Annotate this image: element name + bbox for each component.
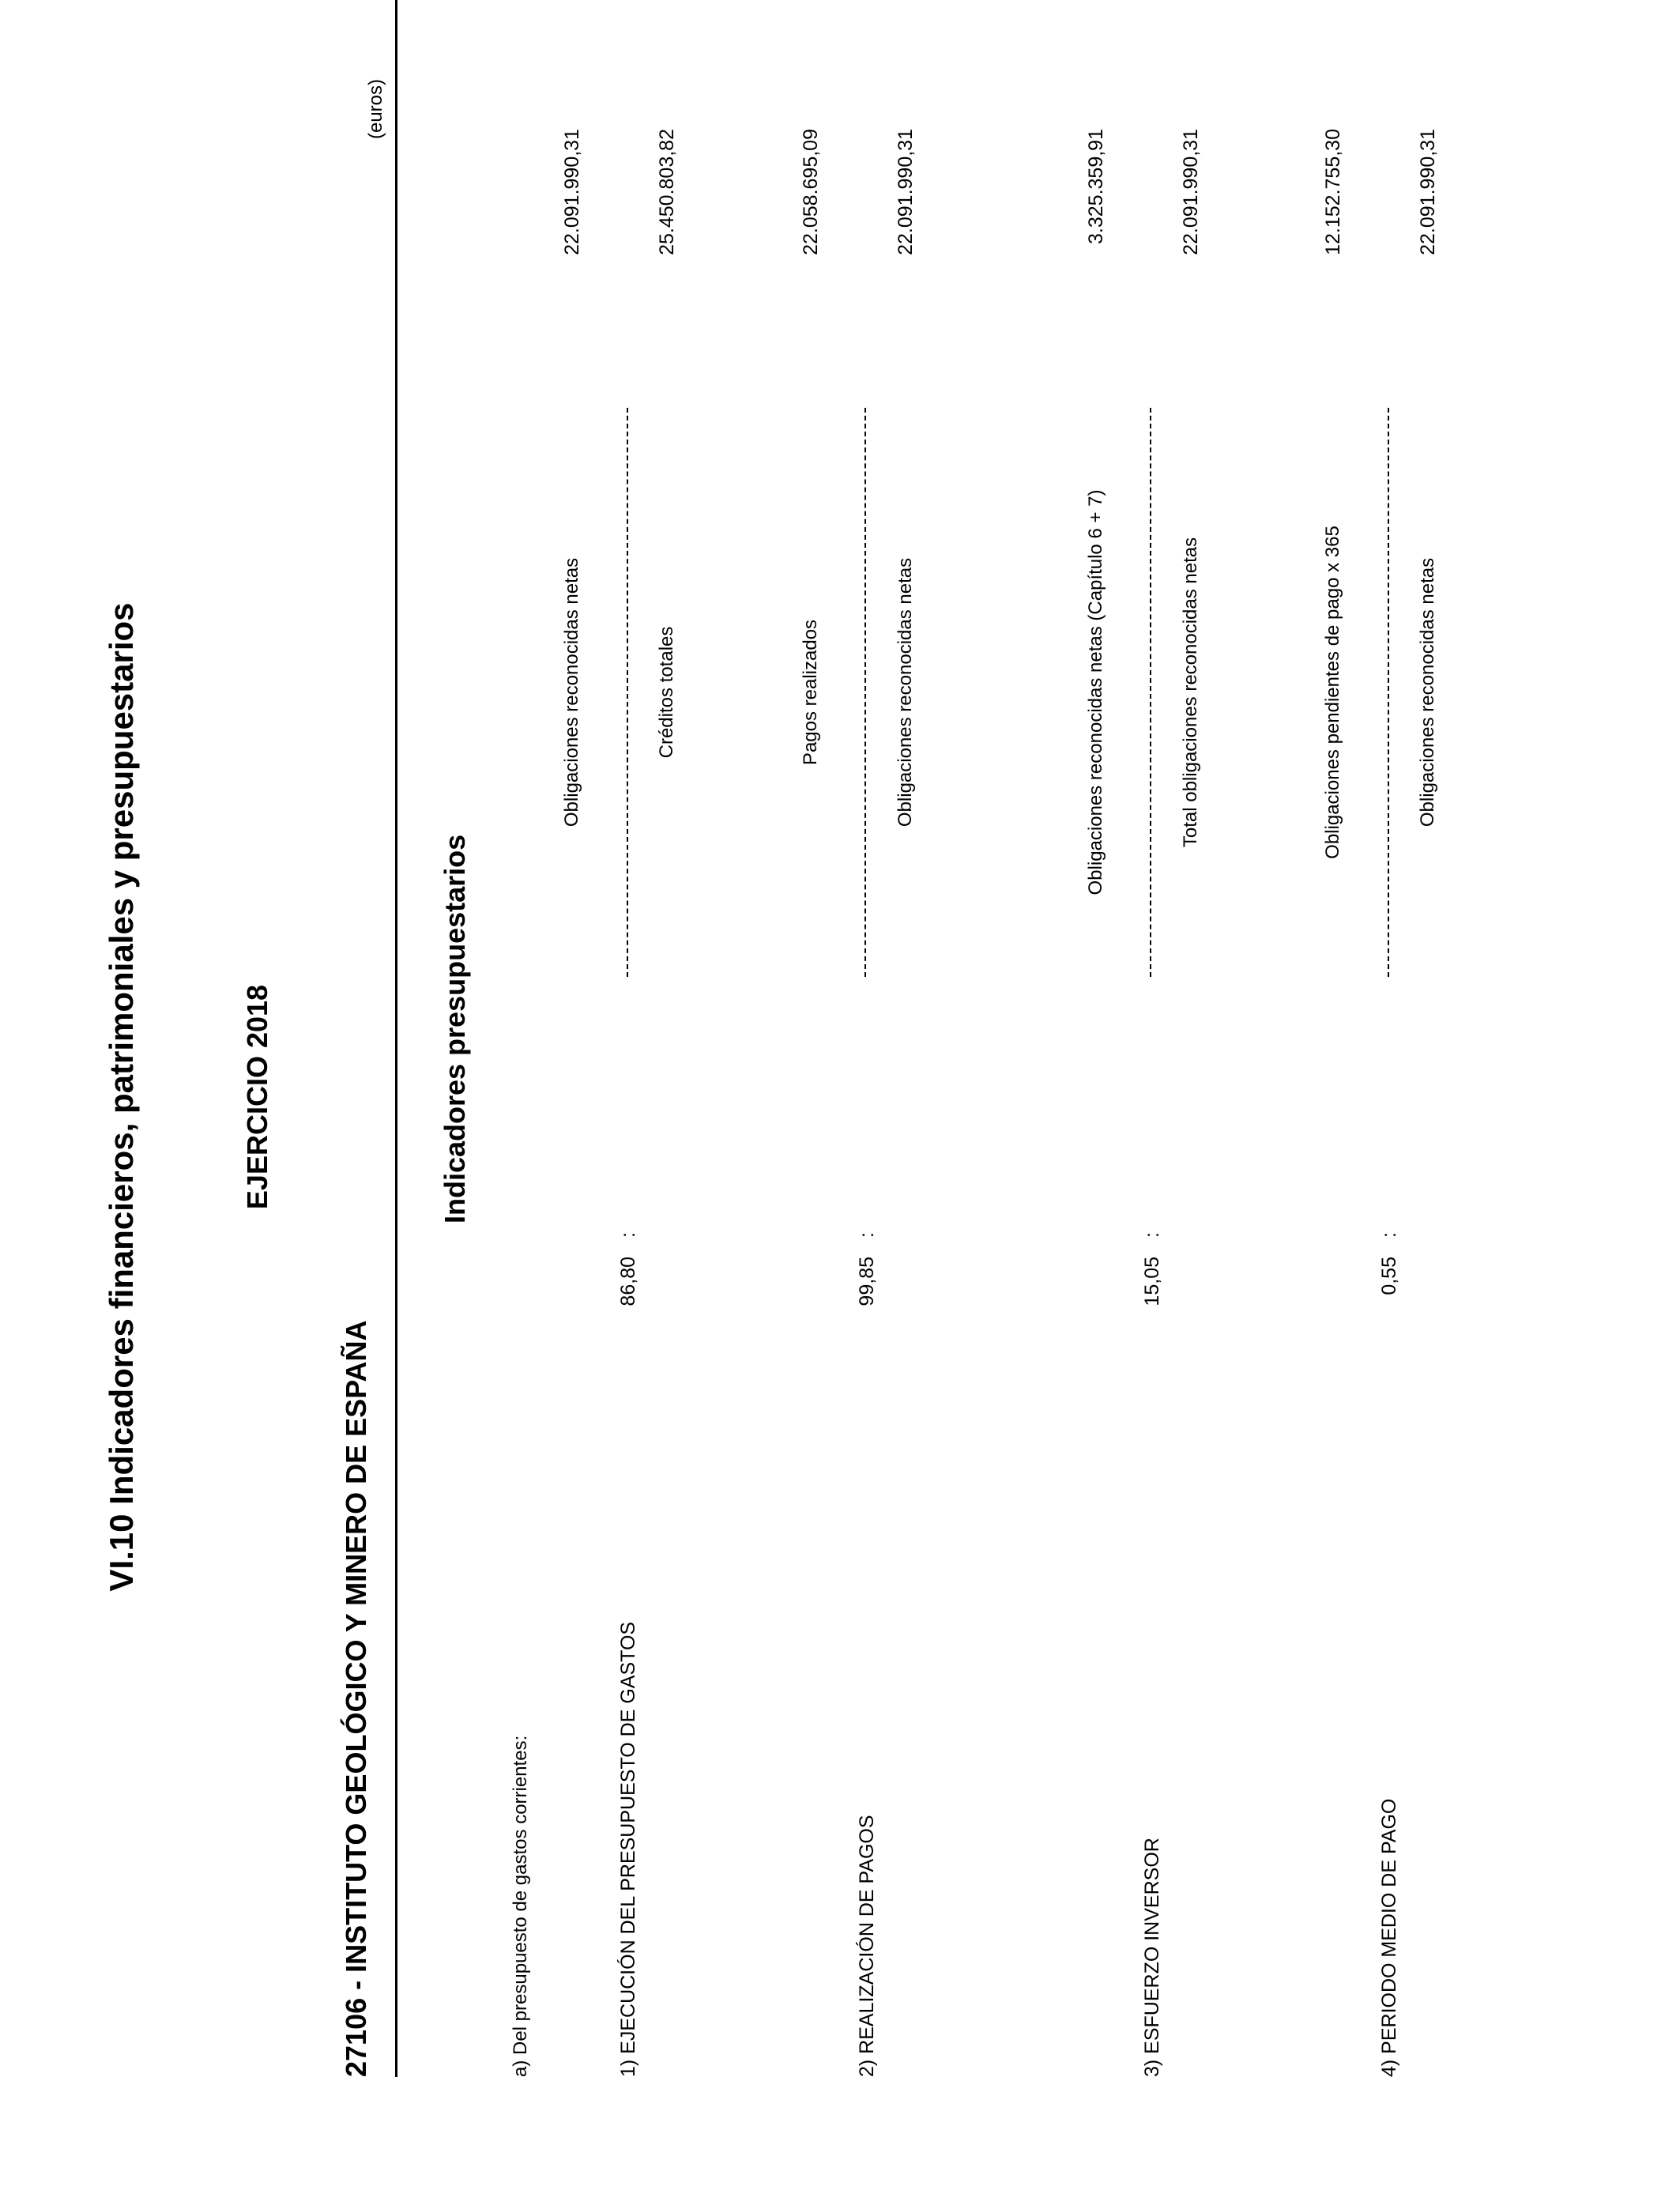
numerator-amount: 12.152.755,30: [1322, 129, 1344, 255]
denominator-label: Obligaciones reconocidas netas: [895, 557, 916, 827]
indicator-colon: :: [1378, 1232, 1400, 1238]
fraction-line: [1388, 408, 1389, 977]
denominator-amount: 22.091.990,31: [895, 129, 917, 255]
denominator-label: Total obligaciones reconocidas netas: [1180, 537, 1201, 848]
numerator-label: Obligaciones pendientes de pago x 365: [1322, 526, 1343, 859]
indicator-colon: :: [617, 1232, 639, 1238]
section-title: Indicadores presupuestarios: [439, 834, 471, 1223]
indicator-value: 86,80: [617, 1257, 639, 1306]
numerator-amount: 3.325.359,91: [1085, 129, 1107, 244]
indicator-name: 3) ESFUERZO INVERSOR: [1141, 1838, 1163, 2077]
fraction-line: [627, 408, 628, 977]
indicator-colon: :: [1141, 1232, 1163, 1238]
denominator-label: Obligaciones reconocidas netas: [1417, 557, 1438, 827]
denominator-amount: 25.450.803,82: [656, 129, 678, 255]
document-title: VI.10 Indicadores financieros, patrimoniales y presupuestarios: [103, 602, 140, 1592]
indicator-name: 1) EJECUCIÓN DEL PRESUPUESTO DE GASTOS: [617, 1621, 639, 2077]
numerator-amount: 22.091.990,31: [561, 129, 583, 255]
exercise-year: EJERCICIO 2018: [241, 984, 273, 1210]
units-label: (euros): [365, 78, 386, 139]
numerator-label: Pagos realizados: [800, 619, 821, 766]
denominator-amount: 22.091.990,31: [1417, 129, 1439, 255]
fraction-line: [1150, 408, 1151, 977]
denominator-amount: 22.091.990,31: [1180, 129, 1202, 255]
indicator-value: 0,55: [1378, 1257, 1400, 1295]
indicator-value: 99,85: [856, 1257, 878, 1306]
fraction-line: [864, 408, 866, 977]
top-rule: [395, 0, 397, 2077]
entity-name: 27106 - INSTITUTO GEOLÓGICO Y MINERO DE ESPAÑA: [340, 1320, 372, 2077]
subheading: a) Del presupuesto de gastos corrientes:: [510, 1735, 531, 2077]
numerator-amount: 22.058.695,09: [800, 129, 822, 255]
numerator-label: Obligaciones reconocidas netas: [561, 557, 582, 827]
indicator-value: 15,05: [1141, 1257, 1163, 1306]
numerator-label: Obligaciones reconocidas netas (Capítulo 6 + 7): [1085, 489, 1106, 895]
denominator-label: Créditos totales: [656, 626, 677, 759]
indicator-name: 2) REALIZACIÓN DE PAGOS: [856, 1815, 878, 2077]
indicator-colon: :: [856, 1232, 878, 1238]
indicator-name: 4) PERIODO MEDIO DE PAGO: [1378, 1798, 1400, 2077]
